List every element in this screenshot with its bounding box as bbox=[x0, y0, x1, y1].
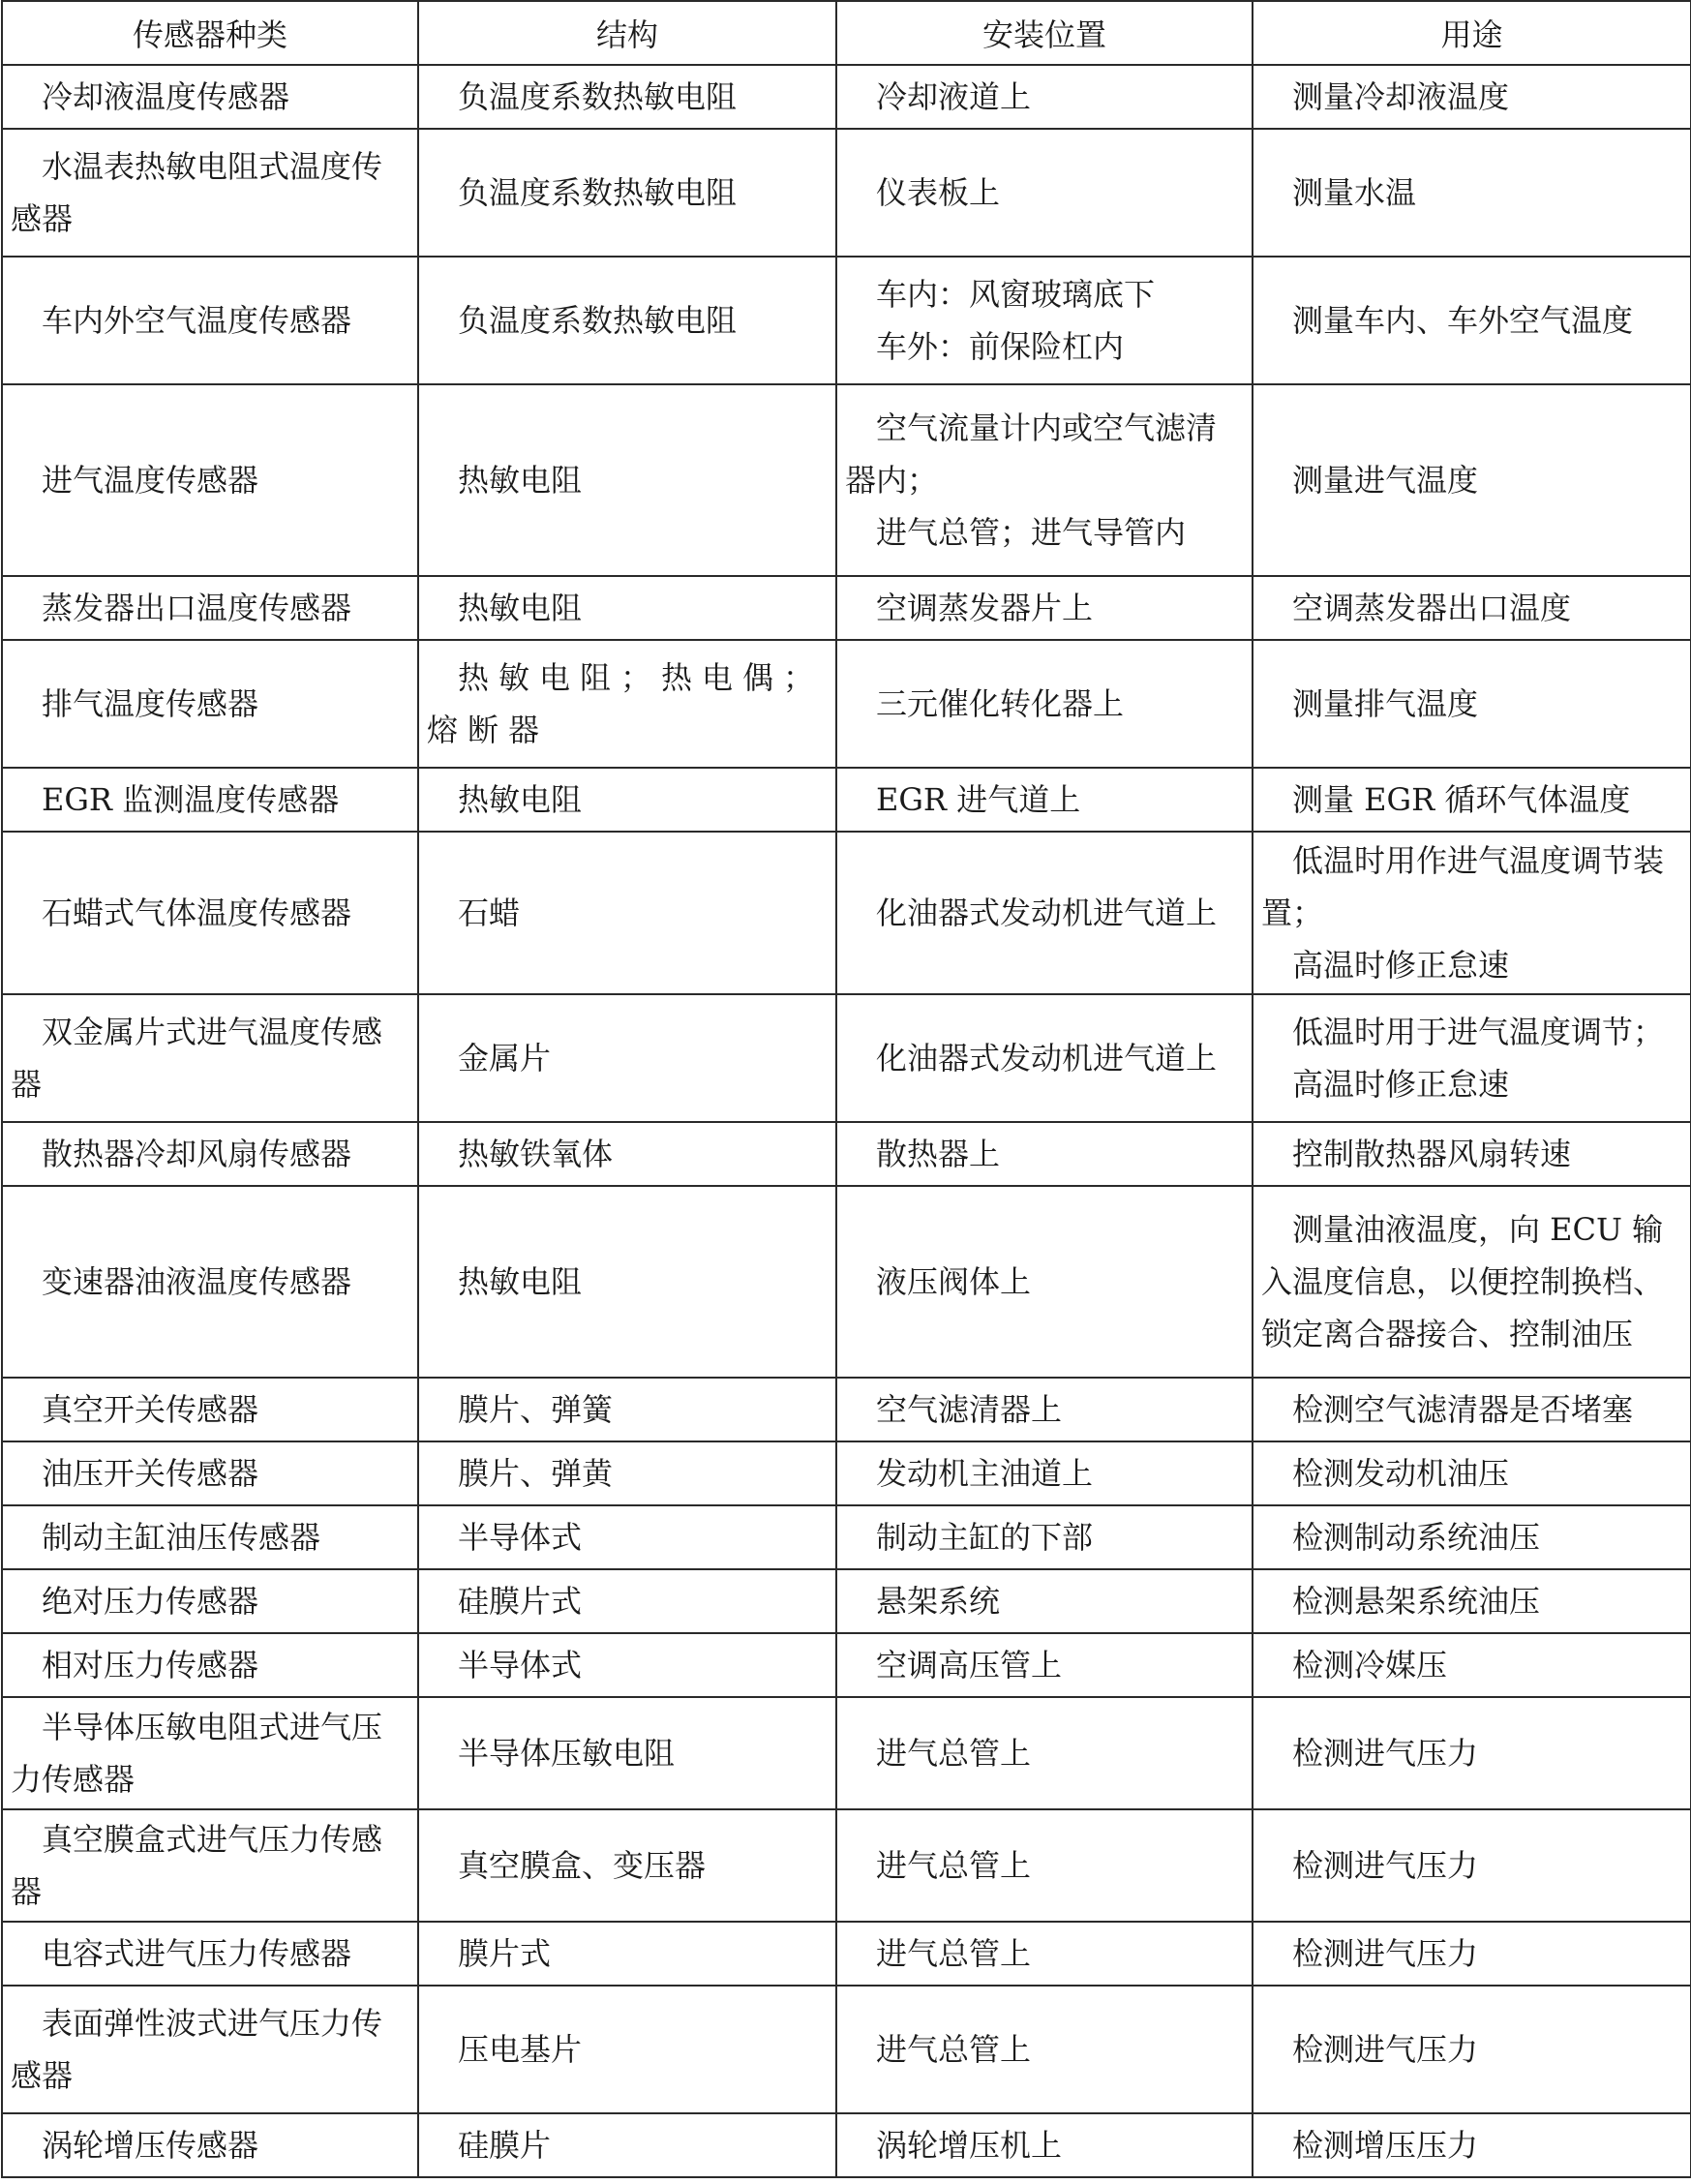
cell-install-location bbox=[836, 994, 1253, 1122]
table-row bbox=[2, 640, 1691, 768]
cell-structure: 石蜡 bbox=[418, 832, 836, 994]
table-header-row bbox=[2, 1, 1691, 65]
cell-install-location bbox=[836, 1122, 1253, 1186]
cell-sensor-type: 水温表热敏电阻式温度传感器 bbox=[2, 129, 418, 257]
cell-purpose bbox=[1253, 1986, 1691, 2113]
purpose-line: 检测进气压力 bbox=[1292, 2031, 1479, 2068]
cell-purpose bbox=[1253, 1569, 1691, 1633]
cell-purpose bbox=[1253, 1697, 1691, 1809]
cell-structure: 负温度系数热敏电阻 bbox=[418, 129, 836, 257]
location-line: 冷却液道上 bbox=[876, 78, 1032, 115]
purpose-line: 空调蒸发器出口温度 bbox=[1292, 590, 1572, 626]
cell-sensor-type: 电容式进气压力传感器 bbox=[2, 1922, 418, 1986]
cell-sensor-type: 涡轮增压传感器 bbox=[2, 2113, 418, 2177]
header-sensor-type: 传感器种类 bbox=[2, 1, 418, 65]
purpose-line: 检测进气压力 bbox=[1292, 1935, 1479, 1972]
cell-structure: 膜片、弹黄 bbox=[418, 1441, 836, 1505]
cell-sensor-type: 相对压力传感器 bbox=[2, 1633, 418, 1697]
purpose-line: 高温时修正怠速 bbox=[1292, 1066, 1510, 1103]
cell-purpose bbox=[1253, 1378, 1691, 1441]
cell-sensor-type: 散热器冷却风扇传感器 bbox=[2, 1122, 418, 1186]
location-line: 仪表板上 bbox=[876, 174, 1001, 211]
cell-structure: 热敏电阻 bbox=[418, 1186, 836, 1378]
purpose-line: 低温时用作进气温度调节装置； bbox=[1261, 842, 1665, 931]
cell-install-location bbox=[836, 1697, 1253, 1809]
purpose-line: 测量冷却液温度 bbox=[1292, 78, 1510, 115]
table-row bbox=[2, 1633, 1691, 1697]
cell-purpose bbox=[1253, 2113, 1691, 2177]
location-line: 悬架系统 bbox=[876, 1583, 1001, 1620]
cell-sensor-type: 油压开关传感器 bbox=[2, 1441, 418, 1505]
cell-purpose bbox=[1253, 384, 1691, 576]
cell-purpose bbox=[1253, 576, 1691, 640]
purpose-line: 测量车内、车外空气温度 bbox=[1292, 302, 1634, 339]
header-install-location: 安装位置 bbox=[836, 1, 1253, 65]
cell-install-location bbox=[836, 1633, 1253, 1697]
location-line: 制动主缸的下部 bbox=[876, 1519, 1094, 1556]
location-line: 空气流量计内或空气滤清器内； bbox=[845, 410, 1218, 499]
cell-structure: 热敏电阻；热电偶；熔断器 bbox=[418, 640, 836, 768]
table-row bbox=[2, 576, 1691, 640]
purpose-line: 控制散热器风扇转速 bbox=[1292, 1136, 1572, 1172]
location-line: EGR 进气道上 bbox=[876, 781, 1081, 818]
cell-install-location bbox=[836, 832, 1253, 994]
table-row bbox=[2, 1378, 1691, 1441]
purpose-line: 检测进气压力 bbox=[1292, 1735, 1479, 1772]
cell-structure: 膜片式 bbox=[418, 1922, 836, 1986]
cell-structure: 热敏电阻 bbox=[418, 768, 836, 832]
table-row bbox=[2, 1505, 1691, 1569]
cell-install-location bbox=[836, 576, 1253, 640]
location-line: 发动机主油道上 bbox=[876, 1455, 1094, 1492]
table-row bbox=[2, 1697, 1691, 1809]
location-line: 三元催化转化器上 bbox=[876, 685, 1125, 722]
cell-purpose bbox=[1253, 1809, 1691, 1922]
location-line: 涡轮增压机上 bbox=[876, 2127, 1063, 2164]
purpose-line: 高温时修正怠速 bbox=[1292, 947, 1510, 984]
cell-sensor-type: 冷却液温度传感器 bbox=[2, 65, 418, 129]
location-line: 空气滤清器上 bbox=[876, 1391, 1063, 1428]
header-structure: 结构 bbox=[418, 1, 836, 65]
table-row bbox=[2, 65, 1691, 129]
table-row bbox=[2, 1986, 1691, 2113]
location-line: 空调高压管上 bbox=[876, 1647, 1063, 1684]
location-line: 进气总管上 bbox=[876, 1847, 1032, 1884]
cell-sensor-type: 车内外空气温度传感器 bbox=[2, 257, 418, 384]
purpose-line: 检测发动机油压 bbox=[1292, 1455, 1510, 1492]
cell-install-location bbox=[836, 1186, 1253, 1378]
table-row bbox=[2, 1569, 1691, 1633]
purpose-line: 测量进气温度 bbox=[1292, 462, 1479, 499]
location-line: 化油器式发动机进气道上 bbox=[876, 895, 1218, 931]
cell-install-location bbox=[836, 1809, 1253, 1922]
cell-structure: 硅膜片 bbox=[418, 2113, 836, 2177]
location-line: 进气总管上 bbox=[876, 1935, 1032, 1972]
purpose-line: 低温时用于进气温度调节； bbox=[1292, 1014, 1665, 1050]
cell-sensor-type: 进气温度传感器 bbox=[2, 384, 418, 576]
location-line: 进气总管上 bbox=[876, 2031, 1032, 2068]
cell-purpose bbox=[1253, 768, 1691, 832]
cell-structure: 膜片、弹簧 bbox=[418, 1378, 836, 1441]
cell-purpose bbox=[1253, 1505, 1691, 1569]
table-row bbox=[2, 1122, 1691, 1186]
cell-purpose bbox=[1253, 640, 1691, 768]
cell-sensor-type: 石蜡式气体温度传感器 bbox=[2, 832, 418, 994]
cell-sensor-type: 绝对压力传感器 bbox=[2, 1569, 418, 1633]
cell-purpose bbox=[1253, 832, 1691, 994]
cell-structure: 热敏铁氧体 bbox=[418, 1122, 836, 1186]
table-row bbox=[2, 1186, 1691, 1378]
cell-purpose bbox=[1253, 994, 1691, 1122]
cell-sensor-type: 双金属片式进气温度传感器 bbox=[2, 994, 418, 1122]
cell-structure: 金属片 bbox=[418, 994, 836, 1122]
purpose-line: 检测空气滤清器是否堵塞 bbox=[1292, 1391, 1634, 1428]
cell-structure: 负温度系数热敏电阻 bbox=[418, 257, 836, 384]
purpose-line: 测量水温 bbox=[1292, 174, 1417, 211]
location-line: 进气总管；进气导管内 bbox=[876, 514, 1187, 551]
cell-sensor-type: EGR 监测温度传感器 bbox=[2, 768, 418, 832]
cell-purpose bbox=[1253, 1922, 1691, 1986]
purpose-line: 检测冷媒压 bbox=[1292, 1647, 1448, 1684]
cell-structure: 半导体式 bbox=[418, 1505, 836, 1569]
table-row bbox=[2, 1922, 1691, 1986]
cell-purpose bbox=[1253, 1186, 1691, 1378]
cell-purpose bbox=[1253, 65, 1691, 129]
table-row bbox=[2, 832, 1691, 994]
purpose-line: 检测制动系统油压 bbox=[1292, 1519, 1541, 1556]
table-row bbox=[2, 257, 1691, 384]
cell-install-location bbox=[836, 1569, 1253, 1633]
table-row bbox=[2, 994, 1691, 1122]
location-line: 散热器上 bbox=[876, 1136, 1001, 1172]
cell-sensor-type: 表面弹性波式进气压力传感器 bbox=[2, 1986, 418, 2113]
sensor-table bbox=[1, 0, 1691, 2178]
location-line: 化油器式发动机进气道上 bbox=[876, 1040, 1218, 1077]
cell-sensor-type: 真空膜盒式进气压力传感器 bbox=[2, 1809, 418, 1922]
cell-structure: 热敏电阻 bbox=[418, 384, 836, 576]
table-body bbox=[2, 65, 1691, 2177]
cell-purpose bbox=[1253, 1441, 1691, 1505]
location-line: 车外：前保险杠内 bbox=[876, 328, 1125, 365]
location-line: 空调蒸发器片上 bbox=[876, 590, 1094, 626]
purpose-line: 测量排气温度 bbox=[1292, 685, 1479, 722]
cell-purpose bbox=[1253, 129, 1691, 257]
purpose-line: 检测悬架系统油压 bbox=[1292, 1583, 1541, 1620]
cell-install-location bbox=[836, 768, 1253, 832]
purpose-line: 测量 EGR 循环气体温度 bbox=[1292, 781, 1631, 818]
cell-install-location bbox=[836, 1986, 1253, 2113]
cell-structure: 硅膜片式 bbox=[418, 1569, 836, 1633]
cell-install-location bbox=[836, 384, 1253, 576]
table-row bbox=[2, 384, 1691, 576]
cell-sensor-type: 排气温度传感器 bbox=[2, 640, 418, 768]
cell-sensor-type: 制动主缸油压传感器 bbox=[2, 1505, 418, 1569]
cell-structure: 半导体式 bbox=[418, 1633, 836, 1697]
cell-purpose bbox=[1253, 257, 1691, 384]
purpose-line: 检测增压压力 bbox=[1292, 2127, 1479, 2164]
cell-structure: 真空膜盒、变压器 bbox=[418, 1809, 836, 1922]
cell-purpose bbox=[1253, 1633, 1691, 1697]
cell-install-location bbox=[836, 640, 1253, 768]
cell-install-location bbox=[836, 257, 1253, 384]
cell-install-location bbox=[836, 2113, 1253, 2177]
cell-structure: 压电基片 bbox=[418, 1986, 836, 2113]
location-line: 车内：风窗玻璃底下 bbox=[876, 276, 1156, 313]
purpose-line: 测量油液温度，向 ECU 输入温度信息，以便控制换档、锁定离合器接合、控制油压 bbox=[1261, 1211, 1665, 1352]
table-row bbox=[2, 129, 1691, 257]
cell-structure: 负温度系数热敏电阻 bbox=[418, 65, 836, 129]
table-row bbox=[2, 768, 1691, 832]
cell-install-location bbox=[836, 65, 1253, 129]
cell-structure: 半导体压敏电阻 bbox=[418, 1697, 836, 1809]
cell-install-location bbox=[836, 1505, 1253, 1569]
location-line: 液压阀体上 bbox=[876, 1263, 1032, 1300]
table-row bbox=[2, 1441, 1691, 1505]
table-row bbox=[2, 1809, 1691, 1922]
cell-install-location bbox=[836, 129, 1253, 257]
cell-purpose bbox=[1253, 1122, 1691, 1186]
cell-install-location bbox=[836, 1378, 1253, 1441]
table-row bbox=[2, 2113, 1691, 2177]
cell-sensor-type: 变速器油液温度传感器 bbox=[2, 1186, 418, 1378]
cell-structure: 热敏电阻 bbox=[418, 576, 836, 640]
cell-install-location bbox=[836, 1922, 1253, 1986]
header-purpose: 用途 bbox=[1253, 1, 1691, 65]
cell-sensor-type: 蒸发器出口温度传感器 bbox=[2, 576, 418, 640]
cell-sensor-type: 真空开关传感器 bbox=[2, 1378, 418, 1441]
purpose-line: 检测进气压力 bbox=[1292, 1847, 1479, 1884]
cell-sensor-type: 半导体压敏电阻式进气压力传感器 bbox=[2, 1697, 418, 1809]
cell-install-location bbox=[836, 1441, 1253, 1505]
location-line: 进气总管上 bbox=[876, 1735, 1032, 1772]
